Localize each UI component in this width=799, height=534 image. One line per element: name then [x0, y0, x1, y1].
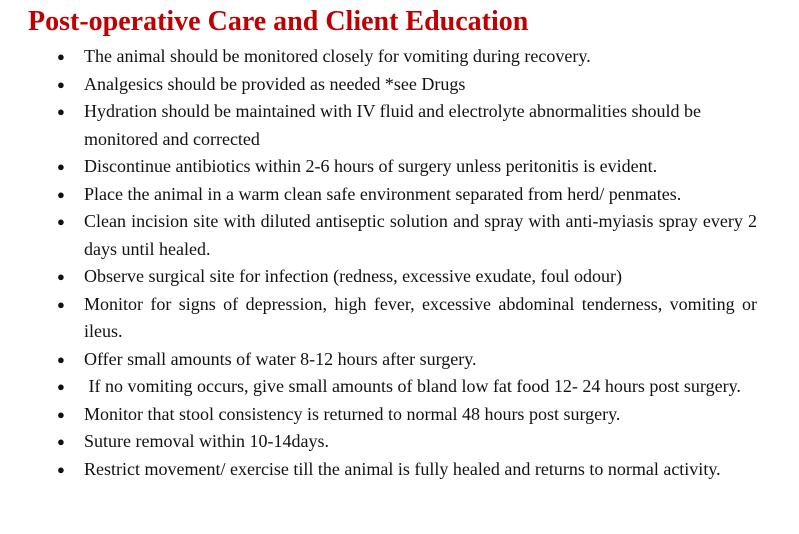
section-heading: Post-operative Care and Client Education: [28, 6, 529, 37]
list-item: [0, 43, 757, 71]
list-item: [0, 263, 757, 291]
list-item: [0, 208, 757, 263]
list-item-text: The animal should be monitored closely for vomiting during recovery.: [84, 46, 591, 66]
list-item-text: Analgesics should be provided as needed *see Drugs: [84, 73, 466, 94]
list-item-text: Suture removal within 10-14days.: [84, 431, 329, 451]
list-item: [0, 346, 757, 374]
bullet-icon: ●: [57, 406, 65, 422]
list-item-text: If no vomiting occurs, give small amounts of bland low fat food 12- 24 hours post surgery.: [84, 376, 741, 396]
bullet-icon: ●: [57, 269, 65, 284]
list-item-text: Offer small amounts of water 8-12 hours after surgery.: [84, 348, 477, 369]
bullet-icon: ●: [57, 351, 65, 367]
list-item: [0, 428, 757, 456]
bullet-icon: ●: [57, 159, 65, 174]
care-instructions-list: [0, 43, 799, 483]
bullet-icon: ●: [57, 379, 65, 394]
list-item: [0, 181, 757, 209]
list-item: [0, 98, 757, 153]
list-item: [0, 373, 757, 401]
bullet-icon: ●: [57, 461, 65, 477]
bullet-icon: ●: [57, 76, 65, 92]
list-item-text: Hydration should be maintained with IV fluid and electrolyte abnormalities should be monitored and corrected: [84, 101, 702, 149]
bullet-icon: ●: [57, 186, 65, 202]
list-item: [0, 401, 757, 429]
bullet-icon: ●: [57, 49, 65, 64]
list-item-text: Place the animal in a warm clean safe environment separated from herd/ penmates.: [84, 183, 682, 204]
list-item-text: Monitor that stool consistency is returned to normal 48 hours post surgery.: [84, 403, 621, 424]
list-item: [0, 456, 757, 484]
list-item-text: Clean incision site with diluted antiseptic solution and spray with anti-myiasis spray every 2 days until healed.: [84, 211, 757, 259]
list-item: [0, 153, 757, 181]
bullet-icon: ●: [57, 104, 65, 119]
list-item-text: Observe surgical site for infection (redness, excessive exudate, foul odour): [84, 266, 622, 286]
bullet-icon: ●: [57, 214, 65, 229]
list-item-text: Restrict movement/ exercise till the animal is fully healed and returns to normal activity.: [84, 458, 721, 479]
bullet-icon: ●: [57, 434, 65, 449]
list-item-text: Discontinue antibiotics within 2-6 hours of surgery unless peritonitis is evident.: [84, 156, 658, 176]
list-item-text: Monitor for signs of depression, high fever, excessive abdominal tenderness, vomiting or ileus.: [84, 293, 757, 341]
list-item: [0, 71, 757, 99]
bullet-icon: ●: [57, 296, 65, 312]
list-item: [0, 291, 757, 346]
